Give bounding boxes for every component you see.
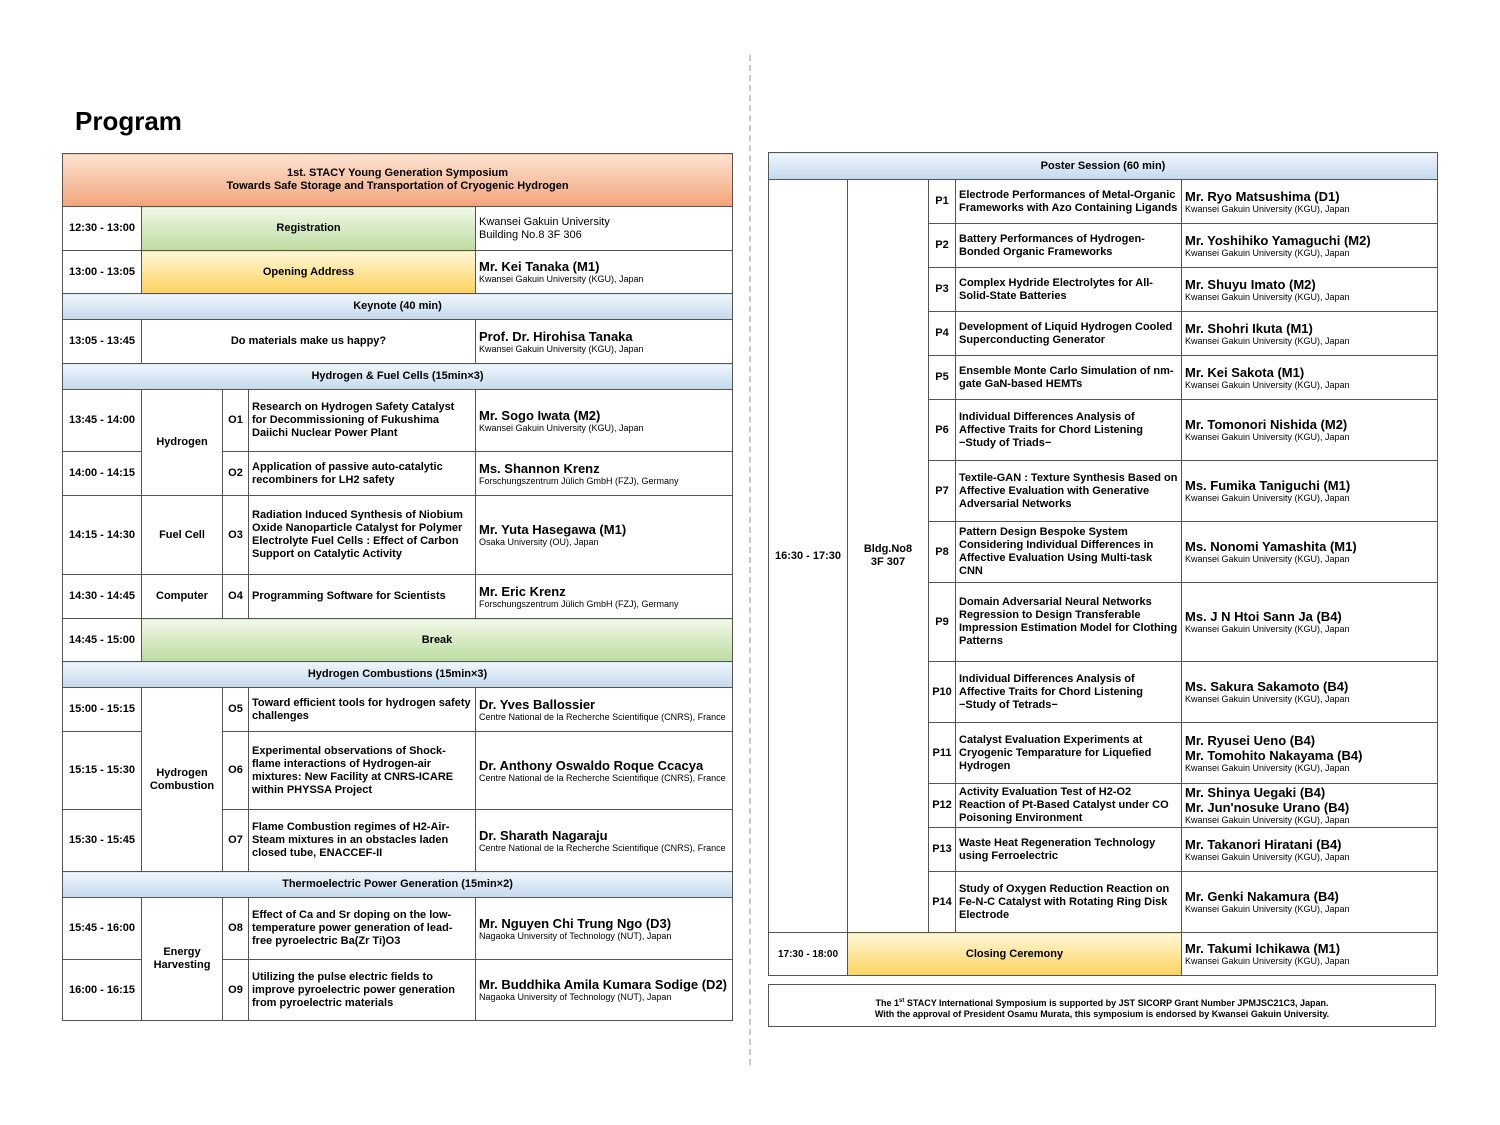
poster-code: P4 <box>929 312 956 356</box>
speaker-cell <box>476 898 733 960</box>
speaker-cell <box>476 390 733 452</box>
closing-label: Closing Ceremony <box>848 933 1182 976</box>
talk-code: O6 <box>223 732 249 810</box>
speaker-affiliation: Kwansei Gakuin University (KGU), Japan <box>1185 851 1350 862</box>
speaker-affiliation: Kwansei Gakuin University (KGU), Japan <box>1185 203 1350 214</box>
talk-row <box>63 575 733 619</box>
section-heading-combustions: Hydrogen Combustions (15min×3) <box>63 662 733 688</box>
speaker-cell <box>476 496 733 575</box>
symposium-title: 1st. STACY Young Generation Symposium <box>286 167 509 179</box>
talk-code: O9 <box>223 960 249 1021</box>
symposium-header <box>63 154 733 207</box>
category-cell <box>142 898 223 1021</box>
speaker-name: Mr. Sogo Iwata (M2) <box>479 407 601 423</box>
speaker-cell <box>1182 933 1438 976</box>
speaker-affiliation: Osaka University (OU), Japan <box>479 537 599 547</box>
talk-title: Research on Hydrogen Safety Catalyst for Decommissioning of Fukushima Daiichi Nuclear Power Plant <box>249 390 476 452</box>
speaker-cell <box>476 688 733 732</box>
speaker-name: Mr. Takumi Ichikawa (M1) <box>1185 941 1341 956</box>
time-cell: 16:00 - 16:15 <box>63 960 142 1021</box>
time-cell: 15:15 - 15:30 <box>63 732 142 810</box>
closing-row <box>769 933 1438 976</box>
keynote-row <box>63 320 733 364</box>
speaker-affiliation: Kwansei Gakuin University (KGU), Japan <box>1185 379 1350 390</box>
speaker-cell <box>1182 723 1438 784</box>
poster-code: P8 <box>929 522 956 583</box>
note-prefix: The 1 <box>875 998 900 1008</box>
time-cell: 16:30 - 17:30 <box>769 180 848 933</box>
opening-label: Opening Address <box>142 251 476 294</box>
talk-code: O2 <box>223 452 249 496</box>
poster-title: Battery Performances of Hydrogen-Bonded Organic Frameworks <box>956 224 1182 268</box>
speaker-affiliation: Kwansei Gakuin University (KGU), Japan <box>479 343 644 354</box>
talk-code: O3 <box>223 496 249 575</box>
poster-session-heading: Poster Session (60 min) <box>769 153 1438 180</box>
speaker-name: Mr. Shohri Ikuta (M1) <box>1185 320 1313 336</box>
speaker-name: Mr. Tomonori Nishida (M2) <box>1185 417 1348 432</box>
speaker-cell <box>1182 784 1438 828</box>
speaker-affiliation: Kwansei Gakuin University (KGU), Japan <box>1185 815 1350 825</box>
speaker-name: Mr. Jun'nosuke Urano (B4) <box>1185 800 1350 815</box>
speaker-affiliation: Kwansei Gakuin University (KGU), Japan <box>1185 624 1350 634</box>
poster-title: Electrode Performances of Metal-Organic Frameworks with Azo Containing Ligands <box>956 180 1182 224</box>
speaker-name: Dr. Anthony Oswaldo Roque Ccacya <box>479 757 704 773</box>
speaker-name: Mr. Shinya Uegaki (B4) <box>1185 785 1326 800</box>
poster-code: P14 <box>929 872 956 933</box>
speaker-cell <box>1182 180 1438 224</box>
speaker-affiliation: Kwansei Gakuin University (KGU), Japan <box>1185 335 1350 346</box>
speaker-affiliation: Centre National de la Recherche Scientifique (CNRS), France <box>479 842 726 853</box>
speaker-affiliation: Kwansei Gakuin University (KGU), Japan <box>479 274 644 284</box>
category-line: Hydrogen <box>156 766 208 779</box>
keynote-heading: Keynote (40 min) <box>63 294 733 320</box>
category-line: Combustion <box>149 779 215 792</box>
speaker-name: Mr. Buddhika Amila Kumara Sodige (D2) <box>479 977 728 992</box>
registration-label: Registration <box>142 207 476 251</box>
speaker-affiliation: Kwansei Gakuin University (KGU), Japan <box>1185 762 1350 773</box>
speaker-cell <box>1182 400 1438 461</box>
venue-line: Building No.8 3F 306 <box>479 228 582 241</box>
poster-code: P10 <box>929 662 956 723</box>
time-cell: 15:00 - 15:15 <box>63 688 142 732</box>
speaker-name: Dr. Sharath Nagaraju <box>479 827 608 843</box>
speaker-name: Ms. Sakura Sakamoto (B4) <box>1185 679 1349 694</box>
speaker-name: Mr. Nguyen Chi Trung Ngo (D3) <box>479 915 672 931</box>
registration-row <box>63 207 733 251</box>
speaker-cell <box>476 452 733 496</box>
time-cell: 13:45 - 14:00 <box>63 390 142 452</box>
speaker-name: Mr. Shuyu Imato (M2) <box>1185 276 1316 292</box>
poster-code: P1 <box>929 180 956 224</box>
speaker-name: Mr. Yuta Hasegawa (M1) <box>479 522 627 537</box>
break-row <box>63 619 733 662</box>
time-cell: 17:30 - 18:00 <box>769 933 848 976</box>
speaker-affiliation: Kwansei Gakuin University (KGU), Japan <box>1185 493 1350 503</box>
speaker-name: Ms. Fumika Taniguchi (M1) <box>1185 478 1351 493</box>
speaker-name: Mr. Takanori Hiratani (B4) <box>1185 836 1342 852</box>
time-cell: 12:30 - 13:00 <box>63 207 142 251</box>
poster-title: Individual Differences Analysis of Affective Traits for Chord Listening −Study of Tetrads− <box>956 662 1182 723</box>
speaker-name: Mr. Kei Sakota (M1) <box>1185 364 1305 380</box>
poster-title: Pattern Design Bespoke System Considering Individual Differences in Affective Evaluation Using Multi-task CNN <box>956 522 1182 583</box>
speaker-name: Mr. Ryusei Ueno (B4) <box>1185 732 1316 748</box>
time-cell: 13:00 - 13:05 <box>63 251 142 294</box>
funding-note <box>768 984 1436 1027</box>
keynote-title: Do materials make us happy? <box>142 320 476 364</box>
poster-code: P2 <box>929 224 956 268</box>
speaker-affiliation: Kwansei Gakuin University (KGU), Japan <box>1185 956 1350 966</box>
talk-title: Flame Combustion regimes of H2-Air-Steam mixtures in an obstacles laden closed tube, ENACCEF-II <box>249 810 476 872</box>
speaker-name: Ms. J N Htoi Sann Ja (B4) <box>1185 609 1342 624</box>
speaker-name: Mr. Genki Nakamura (B4) <box>1185 889 1339 904</box>
poster-title: Waste Heat Regeneration Technology using Ferroelectric <box>956 828 1182 872</box>
poster-title: Activity Evaluation Test of H2-O2 Reaction of Pt-Based Catalyst under CO Poisoning Environment <box>956 784 1182 828</box>
speaker-name: Mr. Yoshihiko Yamaguchi (M2) <box>1185 232 1371 248</box>
speaker-affiliation: Centre National de la Recherche Scientifique (CNRS), France <box>479 772 726 783</box>
category-cell: Hydrogen <box>142 390 223 496</box>
speaker-affiliation: Forschungszentrum Jülich GmbH (FZJ), Germany <box>479 475 679 486</box>
page-title: Program <box>75 106 182 136</box>
speaker-name: Prof. Dr. Hirohisa Tanaka <box>479 328 633 344</box>
category-cell: Fuel Cell <box>142 496 223 575</box>
poster-title: Complex Hydride Electrolytes for All-Solid-State Batteries <box>956 268 1182 312</box>
speaker-cell <box>1182 356 1438 400</box>
speaker-affiliation: Nagaoka University of Technology (NUT), Japan <box>479 992 672 1002</box>
speaker-affiliation: Kwansei Gakuin University (KGU), Japan <box>1185 554 1350 564</box>
category-cell: Computer <box>142 575 223 619</box>
time-cell: 14:30 - 14:45 <box>63 575 142 619</box>
talk-title: Programming Software for Scientists <box>249 575 476 619</box>
venue-line: 3F 307 <box>870 556 906 568</box>
poster-title: Development of Liquid Hydrogen Cooled Superconducting Generator <box>956 312 1182 356</box>
speaker-name: Ms. Nonomi Yamashita (M1) <box>1185 539 1357 554</box>
speaker-name: Mr. Eric Krenz <box>479 583 566 599</box>
venue-line: Kwansei Gakuin University <box>479 215 610 228</box>
note-line-1: STACY International Symposium is supported by JST SICORP Grant Number JPMJSC21C3, Japan. <box>904 998 1329 1008</box>
speaker-name: Ms. Shannon Krenz <box>479 460 600 476</box>
speaker-cell <box>476 732 733 810</box>
speaker-cell <box>1182 312 1438 356</box>
category-line: Energy <box>163 946 201 958</box>
talk-title: Radiation Induced Synthesis of Niobium Oxide Nanoparticle Catalyst for Polymer Electrolyte Fuel Cells : Effect of Carbon Support on Catalytic Activity <box>249 496 476 575</box>
talk-code: O7 <box>223 810 249 872</box>
symposium-subtitle: Towards Safe Storage and Transportation of Cryogenic Hydrogen <box>226 180 569 192</box>
talk-title: Application of passive auto-catalytic recombiners for LH2 safety <box>249 452 476 496</box>
section-heading-thermoelectric: Thermoelectric Power Generation (15min×2) <box>63 872 733 898</box>
speaker-affiliation: Kwansei Gakuin University (KGU), Japan <box>1185 247 1350 258</box>
talk-row <box>63 688 733 732</box>
talk-code: O1 <box>223 390 249 452</box>
break-label: Break <box>142 619 733 662</box>
talk-row <box>63 898 733 960</box>
speaker-cell <box>476 810 733 872</box>
speaker-cell <box>476 251 733 294</box>
note-superscript: st <box>899 998 905 1004</box>
poster-code: P5 <box>929 356 956 400</box>
poster-code: P3 <box>929 268 956 312</box>
speaker-cell <box>476 320 733 364</box>
time-cell: 14:45 - 15:00 <box>63 619 142 662</box>
poster-schedule-table <box>768 152 1438 976</box>
speaker-cell <box>1182 828 1438 872</box>
poster-code: P9 <box>929 583 956 662</box>
oral-schedule-table <box>62 153 733 1021</box>
page-divider <box>749 55 751 1065</box>
talk-title: Utilizing the pulse electric fields to improve pyroelectric power generation from pyroelectric materials <box>249 960 476 1021</box>
talk-title: Toward efficient tools for hydrogen safety challenges <box>249 688 476 732</box>
speaker-cell <box>1182 268 1438 312</box>
speaker-affiliation: Kwansei Gakuin University (KGU), Japan <box>1185 694 1350 704</box>
talk-title: Experimental observations of Shock-flame interactions of Hydrogen-air mixtures: New Facility at CNRS-ICARE within PHYSSA Project <box>249 732 476 810</box>
poster-title: Textile-GAN : Texture Synthesis Based on Affective Evaluation with Generative Adversarial Networks <box>956 461 1182 522</box>
talk-code: O5 <box>223 688 249 732</box>
speaker-affiliation: Kwansei Gakuin University (KGU), Japan <box>1185 291 1350 302</box>
speaker-cell <box>1182 583 1438 662</box>
speaker-name: Dr. Yves Ballossier <box>479 696 596 712</box>
speaker-affiliation: Kwansei Gakuin University (KGU), Japan <box>1185 432 1350 442</box>
speaker-affiliation: Nagaoka University of Technology (NUT), Japan <box>479 930 672 941</box>
time-cell: 14:15 - 14:30 <box>63 496 142 575</box>
poster-title: Study of Oxygen Reduction Reaction on Fe-N-C Catalyst with Rotating Ring Disk Electrode <box>956 872 1182 933</box>
speaker-name: Mr. Kei Tanaka (M1) <box>479 259 600 274</box>
speaker-name: Mr. Ryo Matsushima (D1) <box>1185 188 1340 204</box>
poster-row <box>769 180 1438 224</box>
talk-code: O4 <box>223 575 249 619</box>
poster-code: P6 <box>929 400 956 461</box>
poster-code: P13 <box>929 828 956 872</box>
section-heading-fuel-cells: Hydrogen & Fuel Cells (15min×3) <box>63 364 733 390</box>
speaker-affiliation: Kwansei Gakuin University (KGU), Japan <box>479 422 644 433</box>
note-line-2: With the approval of President Osamu Murata, this symposium is endorsed by Kwansei Gakuin University. <box>874 1009 1330 1019</box>
opening-row <box>63 251 733 294</box>
time-cell: 15:45 - 16:00 <box>63 898 142 960</box>
poster-code: P12 <box>929 784 956 828</box>
poster-venue <box>848 180 929 933</box>
time-cell: 13:05 - 13:45 <box>63 320 142 364</box>
speaker-affiliation: Forschungszentrum Jülich GmbH (FZJ), Germany <box>479 598 679 609</box>
talk-title: Effect of Ca and Sr doping on the low-temperature power generation of lead-free pyroelectric Ba(Zr Ti)O3 <box>249 898 476 960</box>
talk-row <box>63 390 733 452</box>
venue-cell <box>476 207 733 251</box>
poster-title: Domain Adversarial Neural Networks Regression to Design Transferable Impression Estimation Model for Clothing Patterns <box>956 583 1182 662</box>
speaker-cell <box>1182 461 1438 522</box>
speaker-cell <box>476 575 733 619</box>
speaker-cell <box>1182 224 1438 268</box>
speaker-cell <box>476 960 733 1021</box>
poster-title: Ensemble Monte Carlo Simulation of nm-gate GaN-based HEMTs <box>956 356 1182 400</box>
speaker-cell <box>1182 522 1438 583</box>
speaker-affiliation: Centre National de la Recherche Scientifique (CNRS), France <box>479 711 726 722</box>
speaker-affiliation: Kwansei Gakuin University (KGU), Japan <box>1185 904 1350 914</box>
poster-title: Catalyst Evaluation Experiments at Cryogenic Temparature for Liquefied Hydrogen <box>956 723 1182 784</box>
talk-row <box>63 496 733 575</box>
venue-line: Bldg.No8 <box>863 543 913 555</box>
speaker-cell <box>1182 662 1438 723</box>
poster-title: Individual Differences Analysis of Affective Traits for Chord Listening −Study of Triads− <box>956 400 1182 461</box>
category-line: Harvesting <box>153 959 211 971</box>
poster-code: P7 <box>929 461 956 522</box>
category-cell <box>142 688 223 872</box>
time-cell: 14:00 - 14:15 <box>63 452 142 496</box>
speaker-name: Mr. Tomohito Nakayama (B4) <box>1185 747 1363 763</box>
talk-code: O8 <box>223 898 249 960</box>
poster-code: P11 <box>929 723 956 784</box>
speaker-cell <box>1182 872 1438 933</box>
time-cell: 15:30 - 15:45 <box>63 810 142 872</box>
